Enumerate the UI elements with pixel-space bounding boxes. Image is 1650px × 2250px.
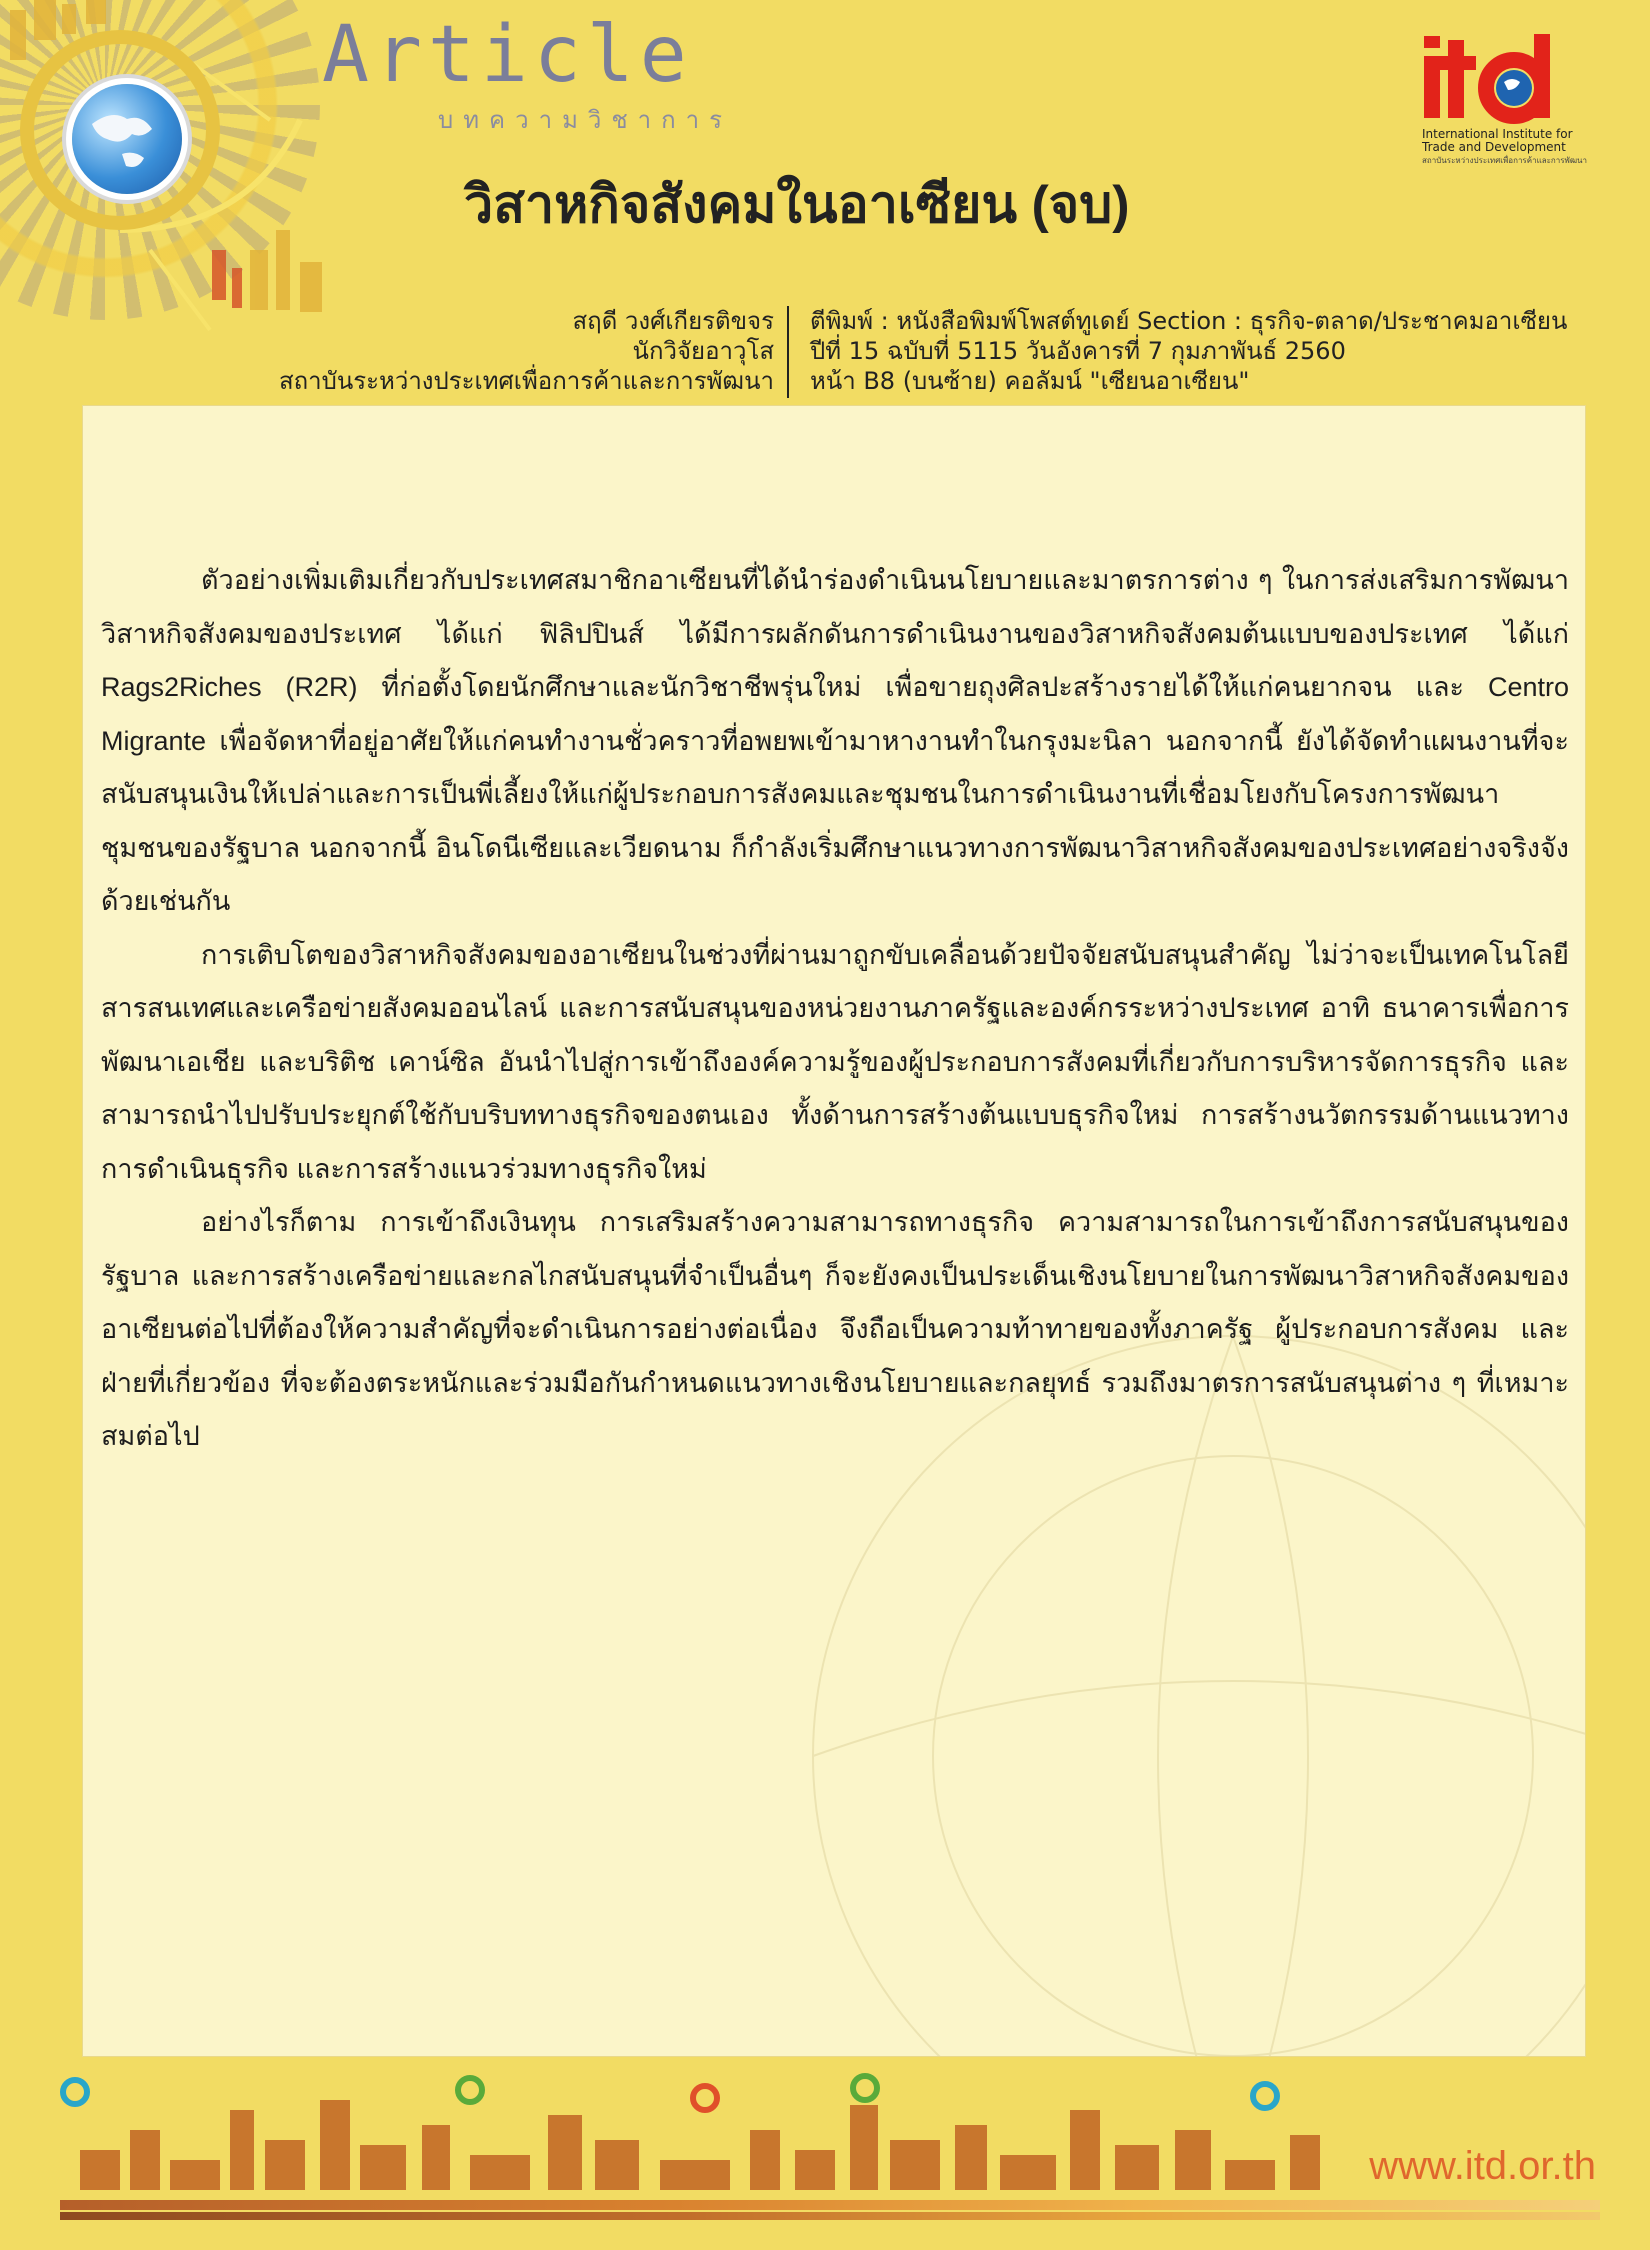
author-institute: สถาบันระหว่างประเทศเพื่อการค้าและการพัฒนา xyxy=(278,367,774,395)
author-name: สฤดี วงศ์เกียรติขจร xyxy=(572,307,774,335)
publication-block xyxy=(810,306,1567,396)
footer-skyline-illustration xyxy=(50,2070,1410,2200)
itd-logo xyxy=(1420,30,1590,140)
byline-divider xyxy=(787,306,789,398)
author-position: นักวิจัยอาวุโส xyxy=(632,337,774,365)
paragraph-2: การเติบโตของวิสาหกิจสังคมของอาเซียนในช่วงที่ผ่านมาถูกขับเคลื่อนด้วยปัจจัยสนับสนุนสำคัญ ไม่ว่าจะเป็นเทคโนโลยีสารสนเทศและเครือข่ายสังคมออนไลน์ และการสนับสนุนของหน่วยงานภาครัฐและองค์กรระหว่างประเทศ อาทิ ธนาคารเพื่อการพัฒนาเอเชีย และบริติช เคาน์ซิล อันนำไปสู่การเข้าถึงองค์ความรู้ของผู้ประกอบการสังคมที่เกี่ยวกับการบริหารจัดการธุรกิจ และสามารถนำไปปรับประยุกต์ใช้กับบริบททางธุรกิจของตนเอง ทั้งด้านการสร้างต้นแบบธุรกิจใหม่ การสร้างนวัตกรรมด้านแนวทางการดำเนินธุรกิจ และการสร้างแนวร่วมทางธุรกิจใหม่ xyxy=(101,939,1569,1184)
article-subheading: บทความวิชาการ xyxy=(438,106,733,134)
logo-tagline-thai: สถาบันระหว่างประเทศเพื่อการค้าและการพัฒนา xyxy=(1422,156,1588,165)
author-block xyxy=(279,306,774,396)
article-heading: Article xyxy=(322,10,693,100)
logo-tagline xyxy=(1422,128,1602,167)
publication-source: ตีพิมพ์ : หนังสือพิมพ์โพสต์ทูเดย์ Section : ธุรกิจ-ตลาด/ประชาคมอาเซียน xyxy=(810,307,1568,335)
article-body xyxy=(101,554,1569,1464)
paragraph-1: ตัวอย่างเพิ่มเติมเกี่ยวกับประเทศสมาชิกอาเซียนที่ได้นำร่องดำเนินนโยบายและมาตรการต่าง ๆ ในการส่งเสริมการพัฒนาวิสาหกิจสังคมของประเทศ ได้แก่ ฟิลิปปินส์ ได้มีการผลักดันการดำเนินงานของวิสาหกิจสังคมต้นแบบของประเทศ ได้แก่ Rags2Riches (R2R) ที่ก่อตั้งโดยนักศึกษาและนักวิชาชีพรุ่นใหม่ เพื่อขายถุงศิลปะสร้างรายได้ให้แก่คนยากจน และ Centro Migrante เพื่อจัดหาที่อยู่อาศัยให้แก่คนทำงานชั่วคราวที่อพยพเข้ามาหางานทำในกรุงมะนิลา นอกจากนี้ ยังได้จัดทำแผนงานที่จะสนับสนุนเงินให้เปล่าและการเป็นพี่เลี้ยงให้แก่ผู้ประกอบการสังคมและชุมชนในการดำเนินงานที่เชื่อมโยงกับโครงการพัฒนาชุมชนของรัฐบาล นอกจากนี้ อินโดนีเซียและเวียดนาม ก็กำลังเริ่มศึกษาแนวทางการพัฒนาวิสาหกิจสังคมของประเทศอย่างจริงจังด้วยเช่นกัน xyxy=(101,565,1569,916)
article-panel xyxy=(82,405,1586,2057)
globe-icon xyxy=(72,84,182,194)
footer-stripe-lower xyxy=(60,2212,1600,2220)
logo-tagline-line2: Trade and Development xyxy=(1422,140,1566,154)
paragraph-3: อย่างไรก็ตาม การเข้าถึงเงินทุน การเสริมสร้างความสามารถทางธุรกิจ ความสามารถในการเข้าถึงการสนับสนุนของรัฐบาล และการสร้างเครือข่ายและกลไกสนับสนุนที่จำเป็นอื่นๆ ก็จะยังคงเป็นประเด็นเชิงนโยบายในการพัฒนาวิสาหกิจสังคมของอาเซียนต่อไปที่ต้องให้ความสำคัญที่จะดำเนินการอย่างต่อเนื่อง จึงถือเป็นความท้าทายของทั้งภาครัฐ ผู้ประกอบการสังคม และฝ่ายที่เกี่ยวข้อง ที่จะต้องตระหนักและร่วมมือกันกำหนดแนวทางเชิงนโยบายและกลยุทธ์ รวมถึงมาตรการสนับสนุนต่าง ๆ ที่เหมาะสมต่อไป xyxy=(101,1207,1569,1451)
footer-stripe xyxy=(60,2200,1600,2210)
publication-page: หน้า B8 (บนซ้าย) คอลัมน์ "เซียนอาเซียน" xyxy=(810,367,1250,395)
logo-tagline-line1: International Institute for xyxy=(1422,127,1573,141)
publication-issue: ปีที่ 15 ฉบับที่ 5115 วันอังคารที่ 7 กุมภาพันธ์ 2560 xyxy=(810,337,1346,365)
website-link[interactable]: www.itd.or.th xyxy=(1369,2144,1596,2188)
page-title: วิสาหกิจสังคมในอาเซียน (จบ) xyxy=(464,176,1130,234)
